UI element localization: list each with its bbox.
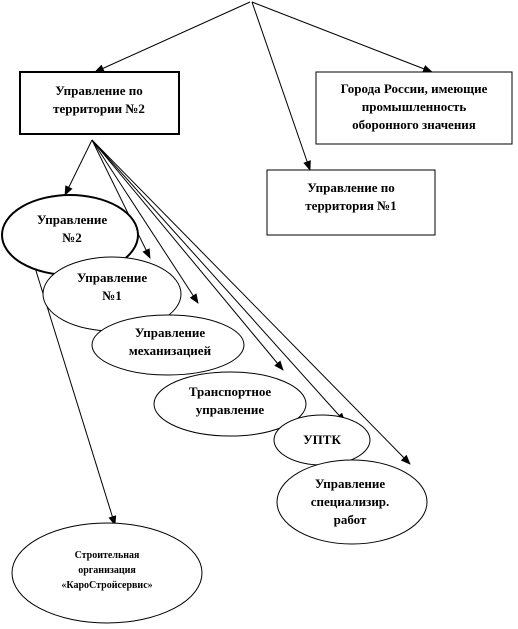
node-upravlenie-territorii-1-line-2: территория №1 xyxy=(305,198,397,213)
node-upravlenie-territorii-2 xyxy=(20,72,179,134)
node-upravlenie-specializir-line-3: работ xyxy=(333,512,367,527)
edge-t2-to-upr-2 xyxy=(65,140,92,195)
node-upravlenie-mehanizaciei-line-2: механизацией xyxy=(128,343,212,358)
node-stroitelnaya-organizaciya xyxy=(12,523,202,623)
node-upravlenie-mehanizaciei-line-1: Управление xyxy=(134,325,206,340)
node-goroda-rossii-line-1: Города России, имеющие xyxy=(340,81,488,96)
node-upravlenie-territorii-1 xyxy=(267,170,435,235)
node-goroda-rossii xyxy=(316,72,512,144)
edge-root-to-territoria-1 xyxy=(252,2,310,170)
node-upravlenie-1-line-1: Управление xyxy=(76,270,148,285)
node-upravlenie-territorii-1-line-1: Управление по xyxy=(307,180,395,195)
node-uptk xyxy=(274,415,370,465)
edge-root-to-goroda xyxy=(252,2,432,72)
node-stroitelnaya-organizaciya-line-2: организация xyxy=(78,565,136,576)
node-upravlenie-territorii-2-line-2: территории №2 xyxy=(53,101,145,116)
node-goroda-rossii-line-3: оборонного значения xyxy=(352,117,476,132)
node-transportnoe-upravlenie-line-1: Транспортное xyxy=(188,384,272,399)
node-upravlenie-specializir xyxy=(277,460,427,544)
node-upravlenie-mehanizaciei xyxy=(92,315,244,375)
node-upravlenie-specializir-line-2: специализир. xyxy=(310,494,390,509)
edge-root-to-territoria-2 xyxy=(95,2,250,72)
node-upravlenie-specializir-line-1: Управление xyxy=(314,476,386,491)
node-goroda-rossii-line-2: промышленность xyxy=(361,99,467,114)
node-transportnoe-upravlenie-line-2: управление xyxy=(195,402,265,417)
node-upravlenie-2-line-2: №2 xyxy=(62,230,82,245)
node-stroitelnaya-organizaciya-line-3: «КароСтройсервис» xyxy=(61,580,153,591)
node-upravlenie-1-line-2: №1 xyxy=(102,288,122,303)
node-upravlenie-territorii-2-line-1: Управление по xyxy=(55,83,143,98)
node-stroitelnaya-organizaciya-line-1: Строительная xyxy=(74,550,140,561)
node-uptk-line-1: УПТК xyxy=(303,432,341,447)
node-upravlenie-2-line-1: Управление xyxy=(36,212,108,227)
